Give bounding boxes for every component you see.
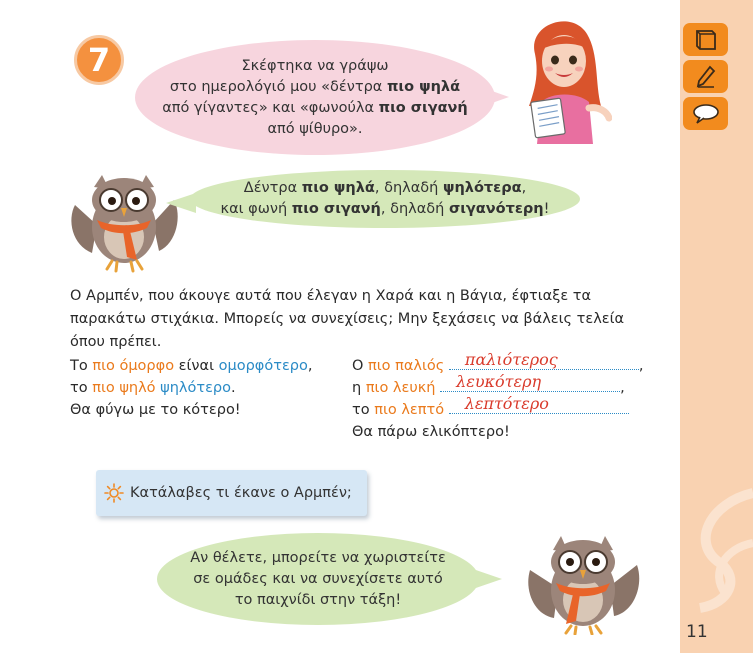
bubble-line: στο ημερολόγιό μου «δέντρα πιο ψηλά bbox=[169, 78, 461, 95]
owl-illustration-top bbox=[67, 165, 182, 275]
handwritten-answer: λευκότερη bbox=[456, 372, 542, 391]
bubble-line: και φωνή πιο σιγανή, δηλαδή σιγανότερη! bbox=[220, 201, 550, 217]
owl-speech-bubble-bottom bbox=[157, 533, 479, 625]
girl-speech-bubble bbox=[135, 40, 495, 155]
bubble-line: από γίγαντες» και «φωνούλα πιο σιγανή bbox=[162, 99, 468, 116]
instructions-paragraph: Ο Αρμπέν, που άκουγε αυτά που έλεγαν η Χαρά και η Βάγια, έφτιαξε τα παρακάτω στιχάκια. Μπορείς να συνεχίσεις; Μην ξεχάσεις να βάλεις τελεία όπου πρέπει. bbox=[70, 288, 625, 350]
swirl-decoration bbox=[680, 483, 753, 613]
answer-blank[interactable] bbox=[449, 394, 629, 414]
girl-illustration bbox=[517, 14, 612, 144]
bubble-line: από ψίθυρο». bbox=[267, 120, 363, 137]
pencil-icon bbox=[692, 64, 720, 90]
owl-illustration-bottom bbox=[526, 520, 641, 635]
exercise-number: 7 bbox=[74, 35, 124, 85]
bubble-line: το παιχνίδι στην τάξη! bbox=[234, 591, 402, 608]
bubble-line: σε ομάδες και να συνεχίσετε αυτό bbox=[193, 570, 443, 587]
bubble-line: Αν θέλετε, μπορείτε να χωριστείτε bbox=[190, 549, 446, 566]
owl-speech-bubble-top bbox=[190, 170, 580, 228]
speech-bubble-icon bbox=[691, 102, 721, 126]
hint-text: Κατάλαβες τι έκανε ο Αρμπέν; bbox=[130, 485, 352, 501]
poem-left-column bbox=[70, 355, 312, 421]
poem-line: Θα πάρω ελικόπτερο! bbox=[352, 424, 510, 440]
poem-right-column bbox=[352, 350, 644, 443]
book-icon bbox=[692, 28, 720, 52]
speech-bubble-icon-button[interactable] bbox=[683, 97, 728, 130]
poem-fill-row: το πιο λεπτό λεπτότερο bbox=[352, 399, 644, 421]
book-icon-button[interactable] bbox=[683, 23, 728, 56]
poem-fill-row: η πιο λευκή λευκότερη , bbox=[352, 372, 625, 396]
bubble-line: Δέντρα πιο ψηλά, δηλαδή ψηλότερα, bbox=[243, 180, 527, 196]
sun-icon bbox=[104, 483, 124, 503]
bubble-line: Σκέφτηκα να γράψω bbox=[241, 57, 389, 74]
hint-box bbox=[96, 470, 367, 516]
handwritten-answer: λεπτότερο bbox=[464, 394, 549, 413]
handwritten-answer: παλιότερος bbox=[464, 350, 558, 369]
poem-fill-row: Ο πιο παλιός παλιότερος , bbox=[352, 350, 644, 374]
poem-line: το πιο ψηλό ψηλότερο. bbox=[70, 380, 236, 396]
pencil-icon-button[interactable] bbox=[683, 60, 728, 93]
poem-line: Θα φύγω με το κότερο! bbox=[70, 402, 241, 418]
page-number: 11 bbox=[686, 622, 708, 642]
poem-line: Το πιο όμορφο είναι ομορφότερο, bbox=[70, 358, 313, 374]
